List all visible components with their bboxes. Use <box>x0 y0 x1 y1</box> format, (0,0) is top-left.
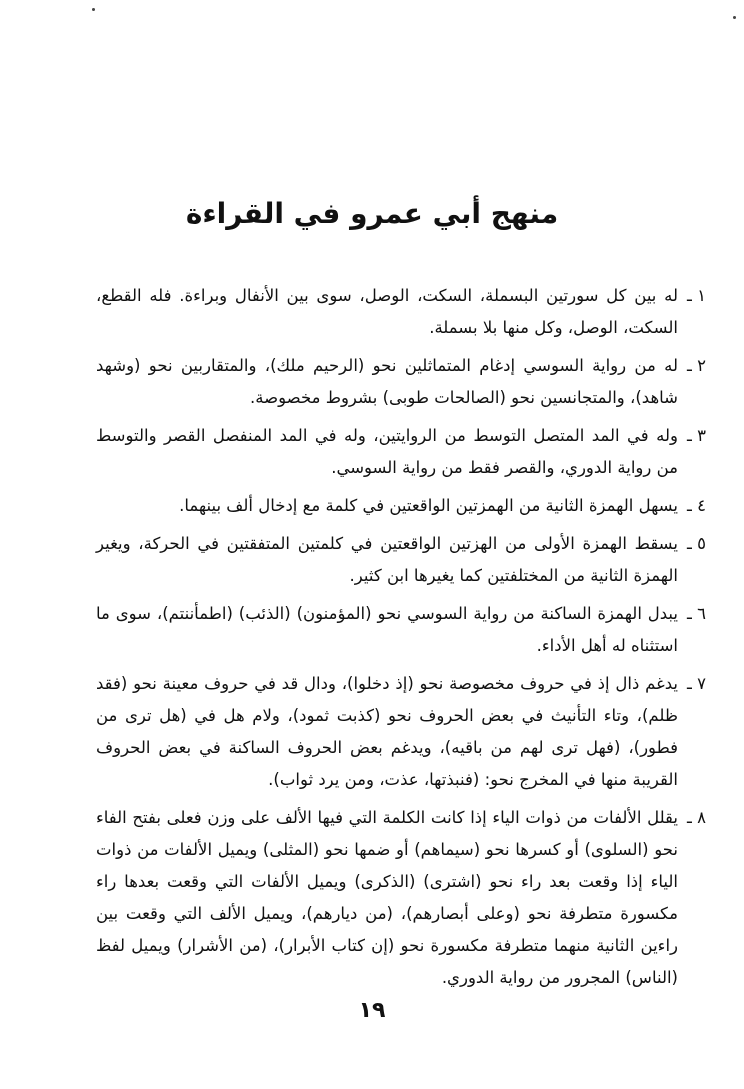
item-text: له من رواية السوسي إدغام المتماثلين نحو (الرحيم ملك)، والمتقاربين نحو (وشهد شاهد)، والمتجانسين نحو (الصالحات طوبى) بشروط مخصوصة. <box>96 356 678 407</box>
item-text: له بين كل سورتين البسملة، السكت، الوصل، سوى بين الأنفال وبراءة. فله القطع، السكت، الوصل، وكل منها بلا بسملة. <box>96 286 678 337</box>
list-item <box>96 528 706 592</box>
item-number: ٨ ـ <box>687 808 706 827</box>
page-title: منهج أبي عمرو في القراءة <box>185 197 559 230</box>
item-text: يسقط الهمزة الأولى من الهزتين الواقعتين في كلمتين المتفقتين في الحركة، ويغير الهمزة الثانية من المختلفتين كما يغيرها ابن كثير. <box>96 534 678 585</box>
item-number: ٧ ـ <box>687 674 706 693</box>
page-number: ١٩ <box>358 998 386 1023</box>
list-item <box>96 598 706 662</box>
numbered-list <box>96 280 706 1000</box>
item-number: ٦ ـ <box>687 604 706 623</box>
list-item <box>96 350 706 414</box>
item-number: ٣ ـ <box>687 426 706 445</box>
item-number: ٥ ـ <box>687 534 706 553</box>
list-item <box>96 490 706 522</box>
list-item <box>96 420 706 484</box>
list-item <box>96 668 706 796</box>
item-number: ٢ ـ <box>687 356 706 375</box>
item-text: وله في المد المتصل التوسط من الروايتين، وله في المد المنفصل القصر والتوسط من رواية الدوري، والقصر فقط من رواية السوسي. <box>96 426 678 477</box>
scan-speck <box>92 8 95 11</box>
item-text: يبدل الهمزة الساكنة من رواية السوسي نحو (المؤمنون) (الذئب) (اطمأننتم)، سوى ما استثناه له أهل الأداء. <box>96 604 678 655</box>
item-text: يقلل الألفات من ذوات الياء إذا كانت الكلمة التي فيها الألف على وزن فعلى بفتح الفاء نحو (السلوى) أو كسرها نحو (سيماهم) أو ضمها نحو (المثلى) ويميل الألفات من ذوات الياء إذا وقعت بعد راء نحو (اشترى) (الذكرى) ويميل الألفات التي وقعت بعدها راء مكسورة متطرفة نحو (وعلى أبصارهم)، (من ديارهم)، ويميل الألف التي وقعت بين راءين الثانية منهما متطرفة مكسورة نحو (إن كتاب الأبرار)، (من الأشرار) ويميل لفظ (الناس) المجرور من رواية الدوري. <box>96 808 678 987</box>
scan-speck <box>733 16 736 19</box>
item-number: ٤ ـ <box>687 496 706 515</box>
item-number: ١ ـ <box>687 286 706 305</box>
item-text: يسهل الهمزة الثانية من الهمزتين الواقعتين في كلمة مع إدخال ألف بينهما. <box>179 496 678 515</box>
item-text: يدغم ذال إذ في حروف مخصوصة نحو (إذ دخلوا)، ودال قد في حروف معينة نحو (فقد ظلم)، وتاء التأنيث في بعض الحروف نحو (كذبت ثمود)، ولام هل في (هل ترى من فطور)، (فهل ترى لهم من باقيه)، ويدغم بعض الحروف الساكنة في بعض الحروف القريبة منها في المخرج نحو: (فنبذتها، عذت، ومن يرد ثواب). <box>96 674 678 789</box>
list-item <box>96 802 706 994</box>
list-item <box>96 280 706 344</box>
